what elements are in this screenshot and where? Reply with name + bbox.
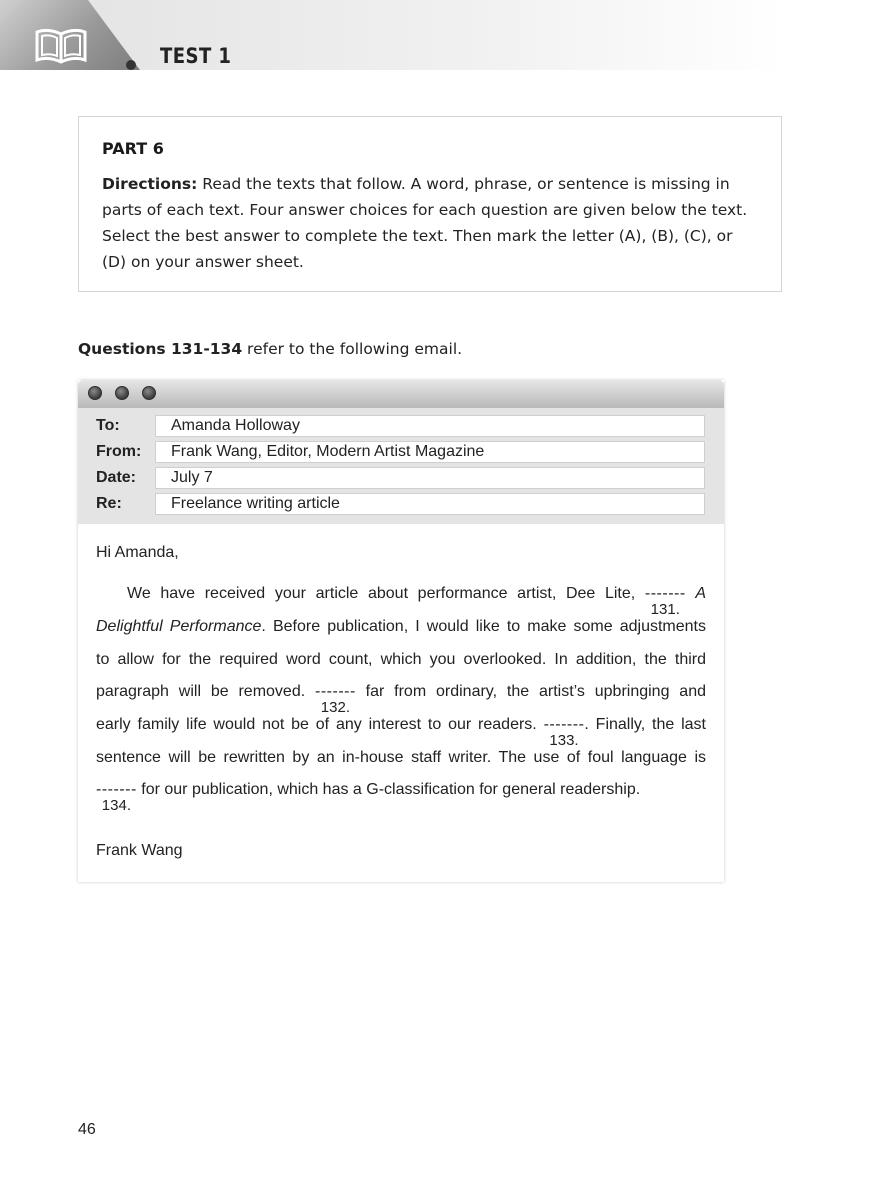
article-title: Delightful Performance [96, 618, 262, 635]
blank-dashes: ------- [96, 781, 137, 798]
question-number: 134. [101, 797, 131, 814]
header-row-re [78, 493, 724, 515]
blank-133 [543, 715, 585, 749]
email-titlebar [78, 380, 724, 408]
body-line-1 [127, 584, 707, 618]
directions-body: Read the texts that follow. A word, phrase, or sentence is missing in parts of each text. Four answer choices for each question are given below the text. Select the best answer to complete the text. Then mark the letter (A), (B), (C), or (D) on your answer sheet. [102, 175, 748, 271]
directions-box [78, 116, 782, 292]
email-window [78, 380, 724, 882]
question-number: 131. [650, 601, 680, 618]
re-field: Freelance writing article [155, 493, 705, 515]
questions-intro-rest: refer to the following email. [242, 340, 463, 358]
body-line-2 [96, 617, 706, 637]
body-text: far from ordinary, the artist’s upbringing and [365, 683, 706, 700]
blank-dashes: ------- [644, 585, 686, 602]
question-number: 132. [320, 699, 351, 716]
body-line-5 [96, 715, 706, 749]
questions-intro [78, 340, 462, 358]
body-line-7 [96, 780, 706, 814]
header-row-to [78, 415, 724, 437]
page-header [0, 0, 876, 70]
body-line-3: to allow for the required word count, which you overlooked. In addition, the third [96, 651, 706, 668]
body-text: . Before publication, I would like to make some adjustments [261, 618, 706, 635]
page-number: 46 [78, 1121, 96, 1138]
book-icon [34, 26, 88, 66]
blank-dashes: ------- [315, 683, 356, 700]
body-line-4 [96, 682, 706, 716]
blank-134 [96, 780, 137, 814]
window-button-3[interactable] [142, 386, 156, 400]
body-text: We have received your article about performance artist, Dee Lite, [127, 585, 636, 602]
test-label: TEST 1 [160, 44, 232, 68]
header-row-from [78, 441, 724, 463]
directions-label: Directions: [102, 175, 198, 193]
question-number: 133. [549, 732, 579, 749]
from-label: From: [96, 443, 142, 460]
email-header-fields [78, 408, 724, 524]
header-bullet [126, 60, 136, 70]
blank-132 [315, 682, 356, 716]
date-field: July 7 [155, 467, 705, 489]
questions-range: Questions 131-134 [78, 340, 243, 358]
greeting: Hi Amanda, [96, 544, 179, 561]
body-text: for our publication, which has a G-classification for general readership. [141, 781, 641, 798]
signature: Frank Wang [96, 842, 183, 859]
re-label: Re: [96, 495, 122, 512]
window-button-2[interactable] [115, 386, 129, 400]
to-label: To: [96, 417, 120, 434]
directions-text [102, 171, 759, 275]
date-label: Date: [96, 469, 137, 486]
body-text: . Finally, the last [584, 716, 706, 733]
body-text: paragraph will be removed. [96, 683, 306, 700]
body-line-6: sentence will be rewritten by an in-house staff writer. The use of foul language is [96, 749, 706, 766]
part-title: PART 6 [102, 139, 164, 158]
body-text: early family life would not be of any interest to our readers. [96, 716, 537, 733]
window-button-1[interactable] [88, 386, 102, 400]
blank-dashes: ------- [543, 716, 585, 733]
header-row-date [78, 467, 724, 489]
to-field: Amanda Holloway [155, 415, 705, 437]
blank-131 [644, 584, 686, 618]
from-field: Frank Wang, Editor, Modern Artist Magazine [155, 441, 705, 463]
title-italic-start: A [695, 585, 707, 602]
